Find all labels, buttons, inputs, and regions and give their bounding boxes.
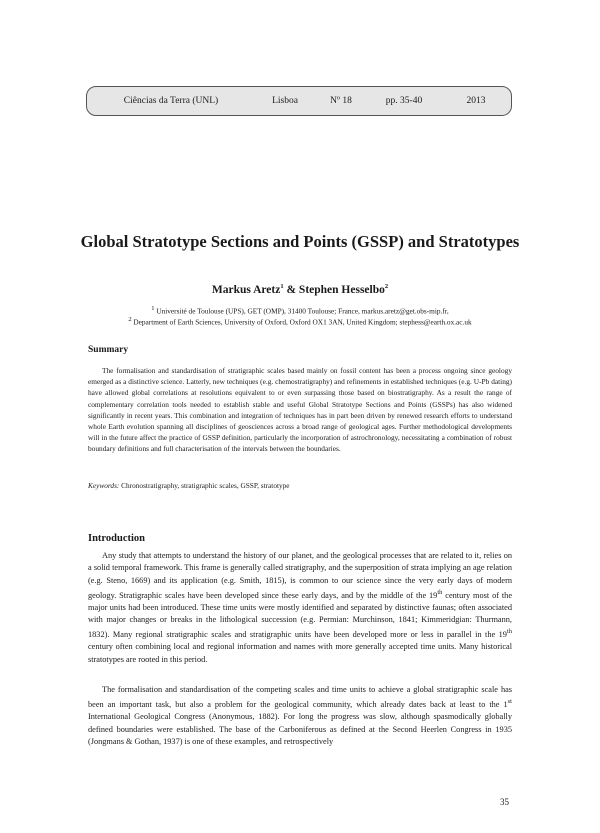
affiliation-mark: 2	[128, 316, 132, 323]
summary-heading: Summary	[88, 345, 129, 355]
introduction-paragraph-2	[88, 684, 512, 748]
author-affiliation-mark: 2	[384, 283, 389, 290]
keywords-label: Keywords:	[88, 481, 120, 490]
summary-text: The formalisation and standardisation of stratigraphic scales based mainly on fossil content has been a process ongoing since geology emerged as a distinctive science. Latterly, new techniques (e.g. chemostratigraphy) and refinements in established techniques (e.g. U-Pb dating) have allowed global correlations at resolutions equivalent to or even surpassing those based on biostratigraphy. As a result the range of complementary correlation tools needed to establish stable and useful Global Stratotype Sections and Points (GSSPs) has also widened significantly in recent years. This combination and integration of techniques has in part been driven by renewed research efforts to understand whole Earth evolution spanning all disciplines of geosciences across a broad range of geological ages. Further methodological developments will in the future affect the practice of GSSP definition, particularly the incorporation of astrochronology, necessitating a combination of robust boundary definitions and full characterisation of the intervals between the boundaries.	[88, 366, 512, 454]
ordinal-suffix: th	[506, 628, 512, 636]
author-name: Markus Aretz	[211, 283, 281, 296]
page-number: 35	[500, 797, 509, 807]
introduction-heading: Introduction	[88, 533, 145, 544]
introduction-paragraph-1	[88, 550, 512, 666]
affiliation-mark: 1	[151, 305, 155, 312]
paragraph-text: International Geological Congress (Anonymous, 1882). For long the progress was slow, although spasmodically globally defined boundaries were established. The base of the Carboniferous as defined at the Second Heerlen Congress in 1935 (Jongmans & Gothan, 1937) is one of these examples, and retrospectively	[88, 712, 512, 746]
author-line	[0, 283, 600, 296]
author-separator: &	[283, 283, 299, 296]
journal-year: 2013	[466, 96, 486, 106]
journal-pages: pp. 35-40	[385, 96, 423, 106]
affiliation-1	[0, 305, 600, 315]
author-name: Stephen Hesselbo	[298, 283, 385, 296]
affiliation-text: Department of Earth Sciences, University of Oxford, Oxford OX1 3AN, United Kingdom; stephess@earth.ox.ac.uk	[131, 317, 472, 327]
ordinal-suffix: th	[437, 588, 443, 596]
keywords-text: Chronostratigraphy, stratigraphic scales, GSSP, stratotype	[119, 481, 290, 490]
affiliation-text: Université de Toulouse (UPS), GET (OMP), 31400 Toulouse; France, markus.aretz@get.obs-mip.fr,	[154, 306, 449, 316]
journal-issue-number: Nº 18	[330, 96, 352, 106]
ordinal-suffix: st	[507, 698, 512, 706]
author-affiliation-mark: 1	[280, 283, 284, 290]
paragraph-text: The formalisation and standardisation of the competing scales and time units to achieve a global stratigraphic scale has been an important task, but also a problem for the geological community, which already dates back at least to the 1	[88, 685, 512, 710]
journal-city: Lisboa	[272, 96, 298, 106]
journal-header-box	[86, 86, 512, 116]
paragraph-text: century often combining local and regional information and names with more generally accepted time units. Many historical stratotypes are rooted in this period.	[88, 642, 512, 664]
paragraph-text: century most of the major units had been introduced. These time units were mostly identified and separated by distinctive faunas; often associated with major changes or breaks in the lithological succession (e.g. Permian: Murchinson, 1841; Kimmeridgian: Thurmann, 1832). Many regional stratigraphic scales and stratigraphic units have been developed more or less in parallel in the 19	[88, 590, 513, 640]
paper-title: Global Stratotype Sections and Points (GSSP) and Stratotypes	[80, 232, 520, 251]
keywords-line	[88, 481, 512, 490]
journal-name: Ciências da Terra (UNL)	[123, 96, 219, 106]
paragraph-text: Any study that attempts to understand the history of our planet, and the geological processes that are related to it, relies on a solid temporal framework. This frame is generally called stratigraphy, and the superposition of strata implying an age relation (e.g. Steno, 1669) and its application (e.g. Smith, 1815), is common to our science since the very early days of modern geology. Stratigraphic scales have been developed since these early days, and by the middle of the 19	[88, 551, 512, 600]
affiliation-2	[0, 316, 600, 326]
